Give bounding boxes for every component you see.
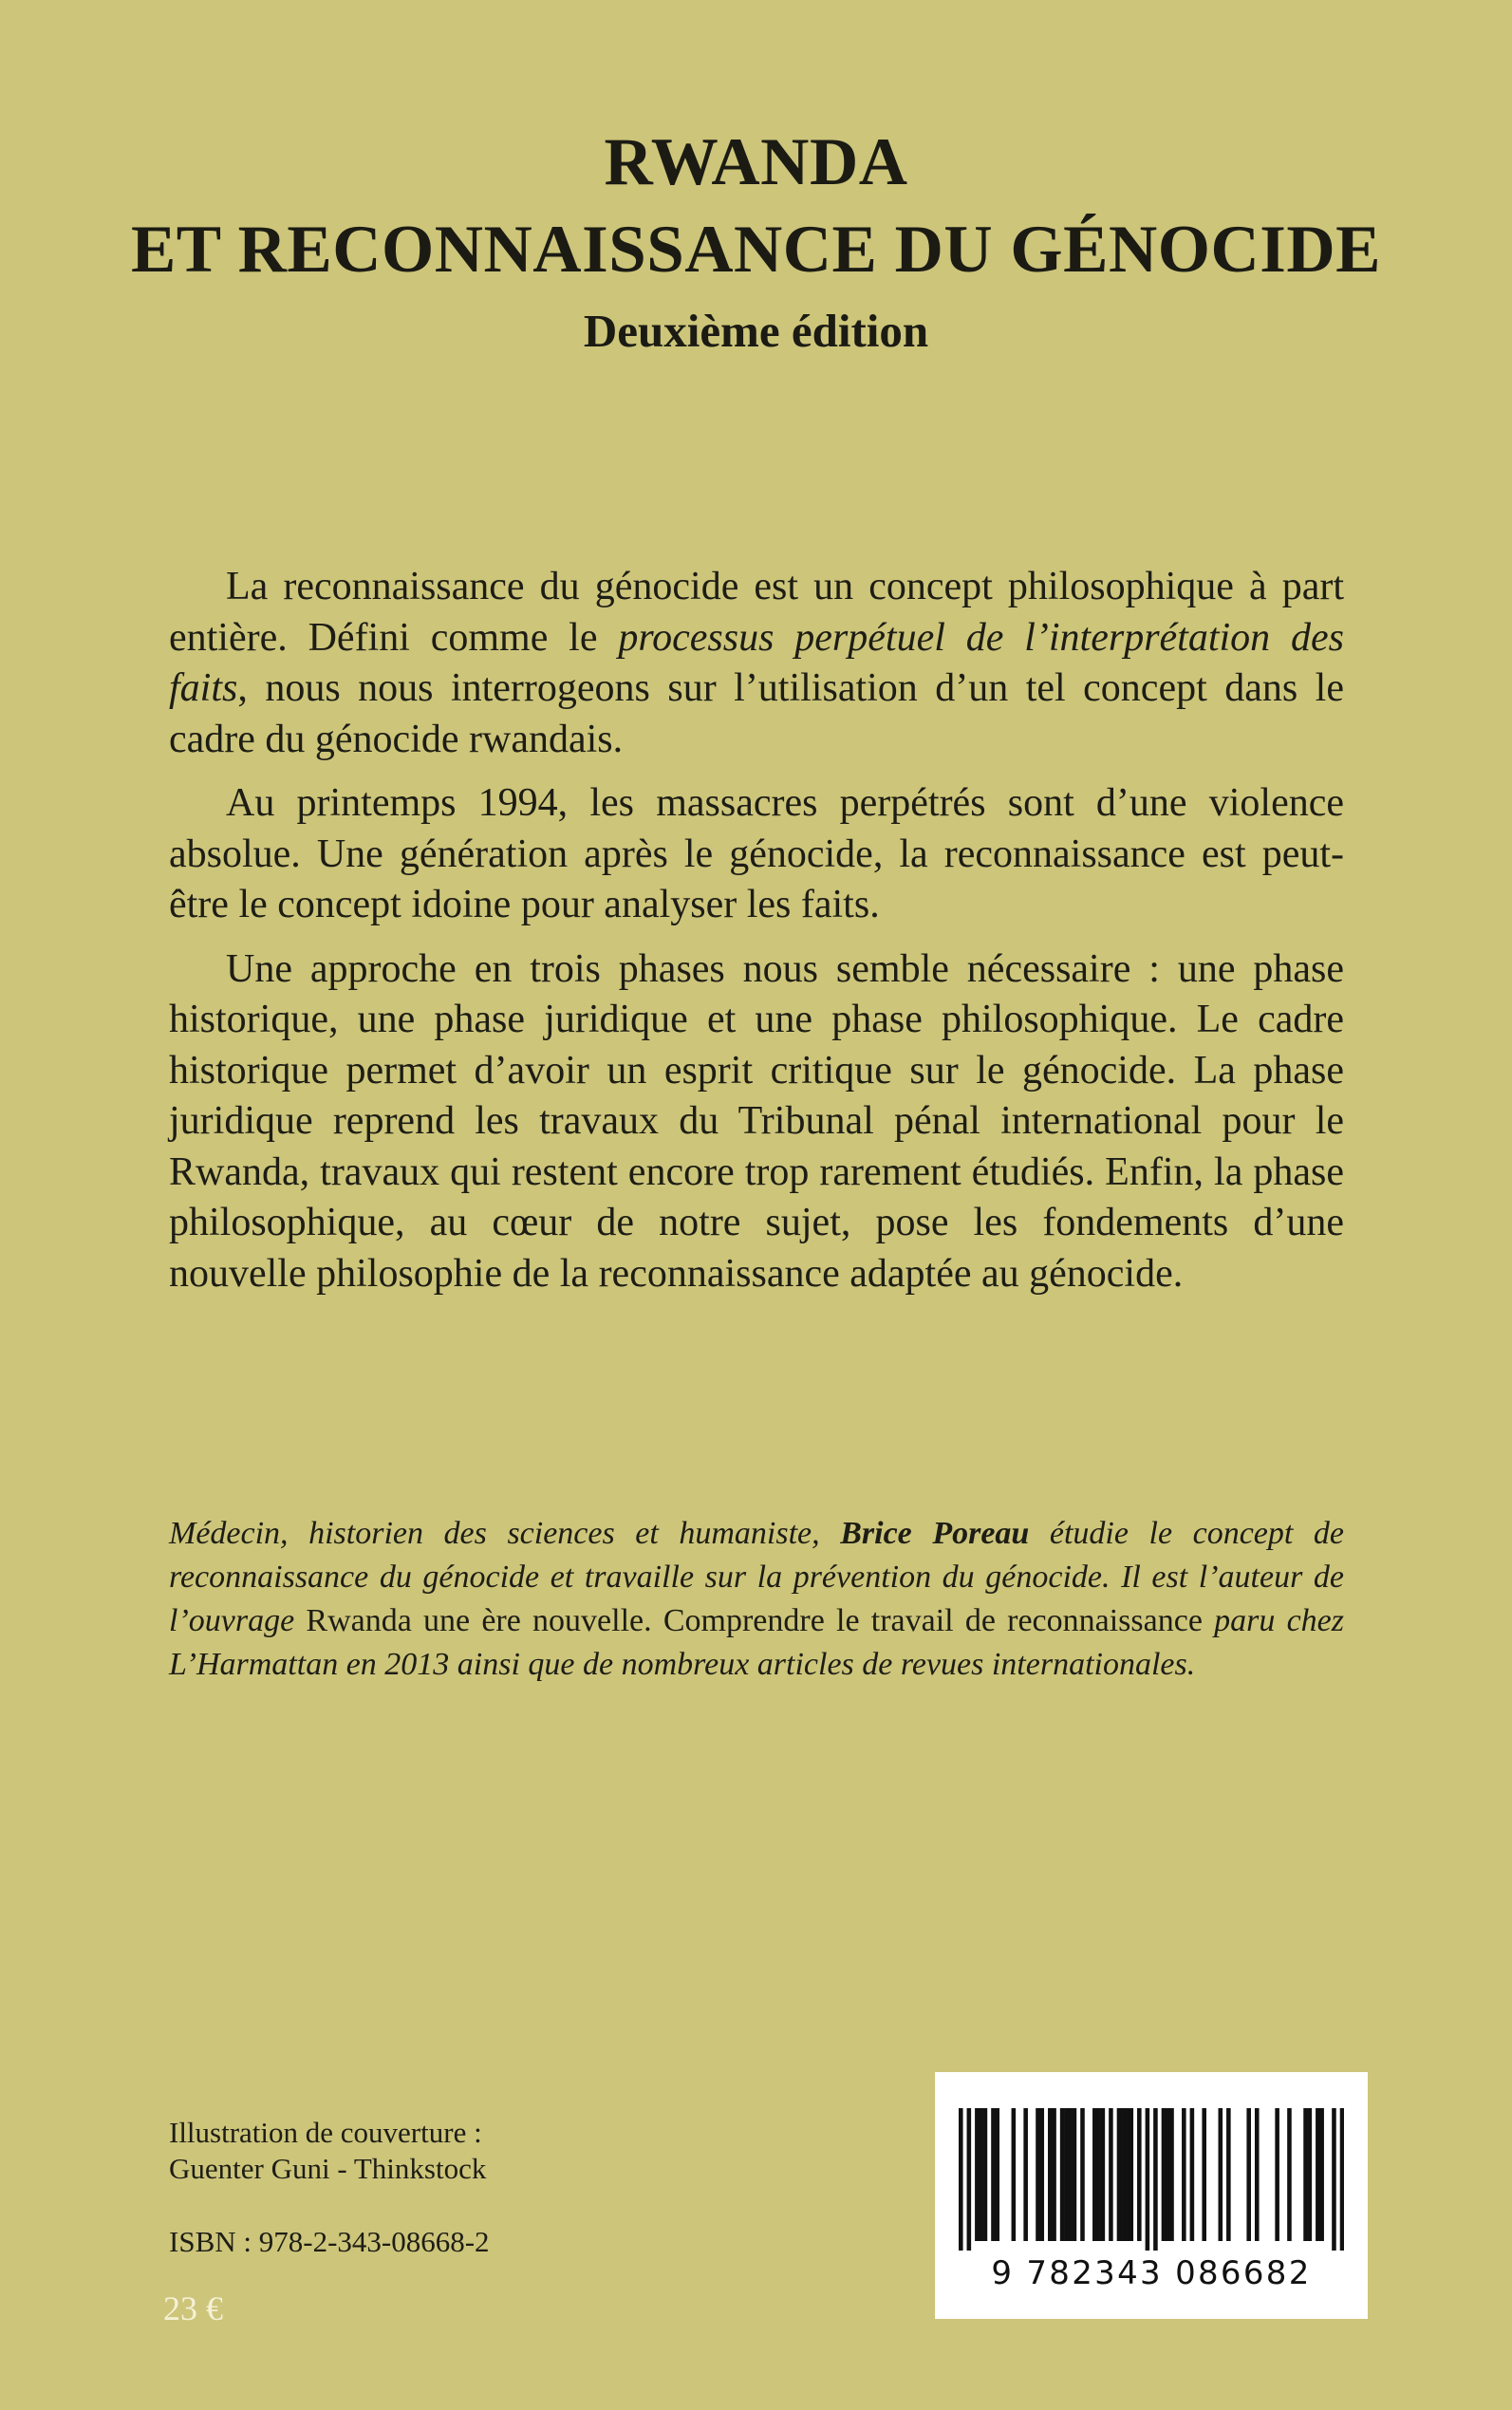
author-bio-text-a: Médecin, historien des sciences et humaniste,: [169, 1516, 841, 1551]
barcode-bar: [1137, 2108, 1142, 2241]
barcode-bar: [1117, 2108, 1122, 2241]
author-book-title: Rwanda une ère nouvelle. Comprendre le travail de reconnaissance: [306, 1603, 1203, 1638]
title-block: [0, 119, 1512, 360]
price: 23 €: [163, 2289, 223, 2327]
barcode-bar: [1039, 2108, 1044, 2241]
barcode-bar: [1219, 2108, 1223, 2241]
barcode-bar: [991, 2108, 996, 2241]
credit-label: Illustration de couverture :: [169, 2116, 482, 2149]
author-bio: [169, 1512, 1344, 1687]
blurb-p1-text-a: La reconnaissance du génocide est un concept philosophique à part entière. Défini comme le: [169, 565, 1344, 660]
author-bio-text-c: paru chez L’Harmattan en 2013 ainsi que de nombreux articles de revues internationales.: [169, 1603, 1344, 1682]
barcode-bar: [995, 2108, 999, 2241]
blurb-p1-text-b: , nous nous interrogeons sur l’utilisation d’un tel concept dans le cadre du génocide rwandais.: [169, 666, 1344, 761]
barcode-bar: [1068, 2108, 1073, 2241]
barcode-bar: [1169, 2108, 1174, 2241]
barcode-bar: [1121, 2108, 1126, 2241]
blurb: [169, 562, 1344, 1313]
subtitle: Deuxième édition: [583, 305, 929, 357]
barcode-bar: [1255, 2108, 1260, 2241]
barcode-bar: [1275, 2108, 1279, 2241]
barcode-bar: [983, 2108, 988, 2241]
barcode-bar: [1073, 2108, 1077, 2241]
blurb-paragraph-1: [169, 562, 1344, 765]
barcode-bar: [1246, 2108, 1251, 2241]
barcode-bar: [1052, 2108, 1056, 2241]
barcode-bar: [975, 2108, 980, 2241]
illustration-credit: [169, 2115, 833, 2187]
barcode-bar: [1226, 2108, 1231, 2241]
barcode-bar: [1146, 2108, 1150, 2251]
barcode-icon: [959, 2108, 1344, 2251]
barcode-bar: [1287, 2108, 1292, 2241]
barcode-bar: [1129, 2108, 1133, 2241]
blurb-p1-italic: processus perpétuel de l’interprétation des faits: [169, 615, 1345, 710]
barcode-bar: [1109, 2108, 1113, 2241]
barcode-bar: [959, 2108, 963, 2251]
barcode-bar: [1303, 2108, 1308, 2241]
barcode-bar: [1340, 2108, 1344, 2251]
barcode-bar: [1064, 2108, 1069, 2241]
blurb-paragraph-2: Au printemps 1994, les massacres perpétrés sont d’une violence absolue. Une génération après le génocide, la reconnaissance est peut-être le concept idoine pour analyser les faits.: [169, 781, 1344, 926]
barcode-bar: [1153, 2108, 1158, 2251]
barcode-bar: [1060, 2108, 1065, 2241]
barcode-bar: [1125, 2108, 1129, 2241]
title-line-1: RWANDA: [604, 125, 908, 199]
credit-source: Guenter Guni - Thinkstock: [169, 2152, 487, 2185]
barcode-box: [935, 2072, 1368, 2319]
barcode-bar: [1319, 2108, 1324, 2241]
barcode-bar: [1023, 2108, 1028, 2241]
blurb-paragraph-3: Une approche en trois phases nous semble nécessaire : une phase historique, une phase juridique et une phase philosophique. Le cadre historique permet d’avoir un esprit critique sur le génocide. La phase juridique reprend les travaux du Tribunal pénal international pour le Rwanda, travaux qui restent encore trop rarement étudiés. Enfin, la phase philosophique, au cœur de notre sujet, pose les fondements d’une nouvelle philosophie de la reconnaissance adaptée au génocide.: [169, 946, 1344, 1296]
barcode-bar: [1182, 2108, 1186, 2241]
barcode-bar: [1162, 2108, 1167, 2241]
barcode-bar: [1096, 2108, 1101, 2241]
title-line-2: ET RECONNAISSANCE DU GÉNOCIDE: [130, 213, 1382, 287]
barcode-bar: [1166, 2108, 1170, 2241]
barcode-bar: [1202, 2108, 1206, 2241]
barcode-bar: [1308, 2108, 1313, 2241]
barcode-bar: [1080, 2108, 1085, 2241]
barcode-bar: [1316, 2108, 1320, 2241]
barcode-bar: [1012, 2108, 1017, 2241]
barcode-bar: [967, 2108, 972, 2251]
author-bio-text-b: étudie le concept de reconnaissance du génocide et travaille sur la prévention du génocide. Il est l’auteur de l’ouvrage: [169, 1516, 1344, 1638]
barcode-bar: [1092, 2108, 1097, 2241]
barcode-digits: 9 782343 086682: [991, 2254, 1312, 2292]
barcode-bar: [1036, 2108, 1040, 2241]
barcode-bar: [1048, 2108, 1053, 2241]
barcode-bar: [1190, 2108, 1195, 2241]
author-name: Brice Poreau: [840, 1516, 1030, 1551]
isbn: ISBN : 978-2-343-08668-2: [169, 2225, 490, 2258]
barcode-bar: [979, 2108, 983, 2241]
barcode-bar: [1101, 2108, 1106, 2241]
barcode-bar: [1332, 2108, 1336, 2251]
